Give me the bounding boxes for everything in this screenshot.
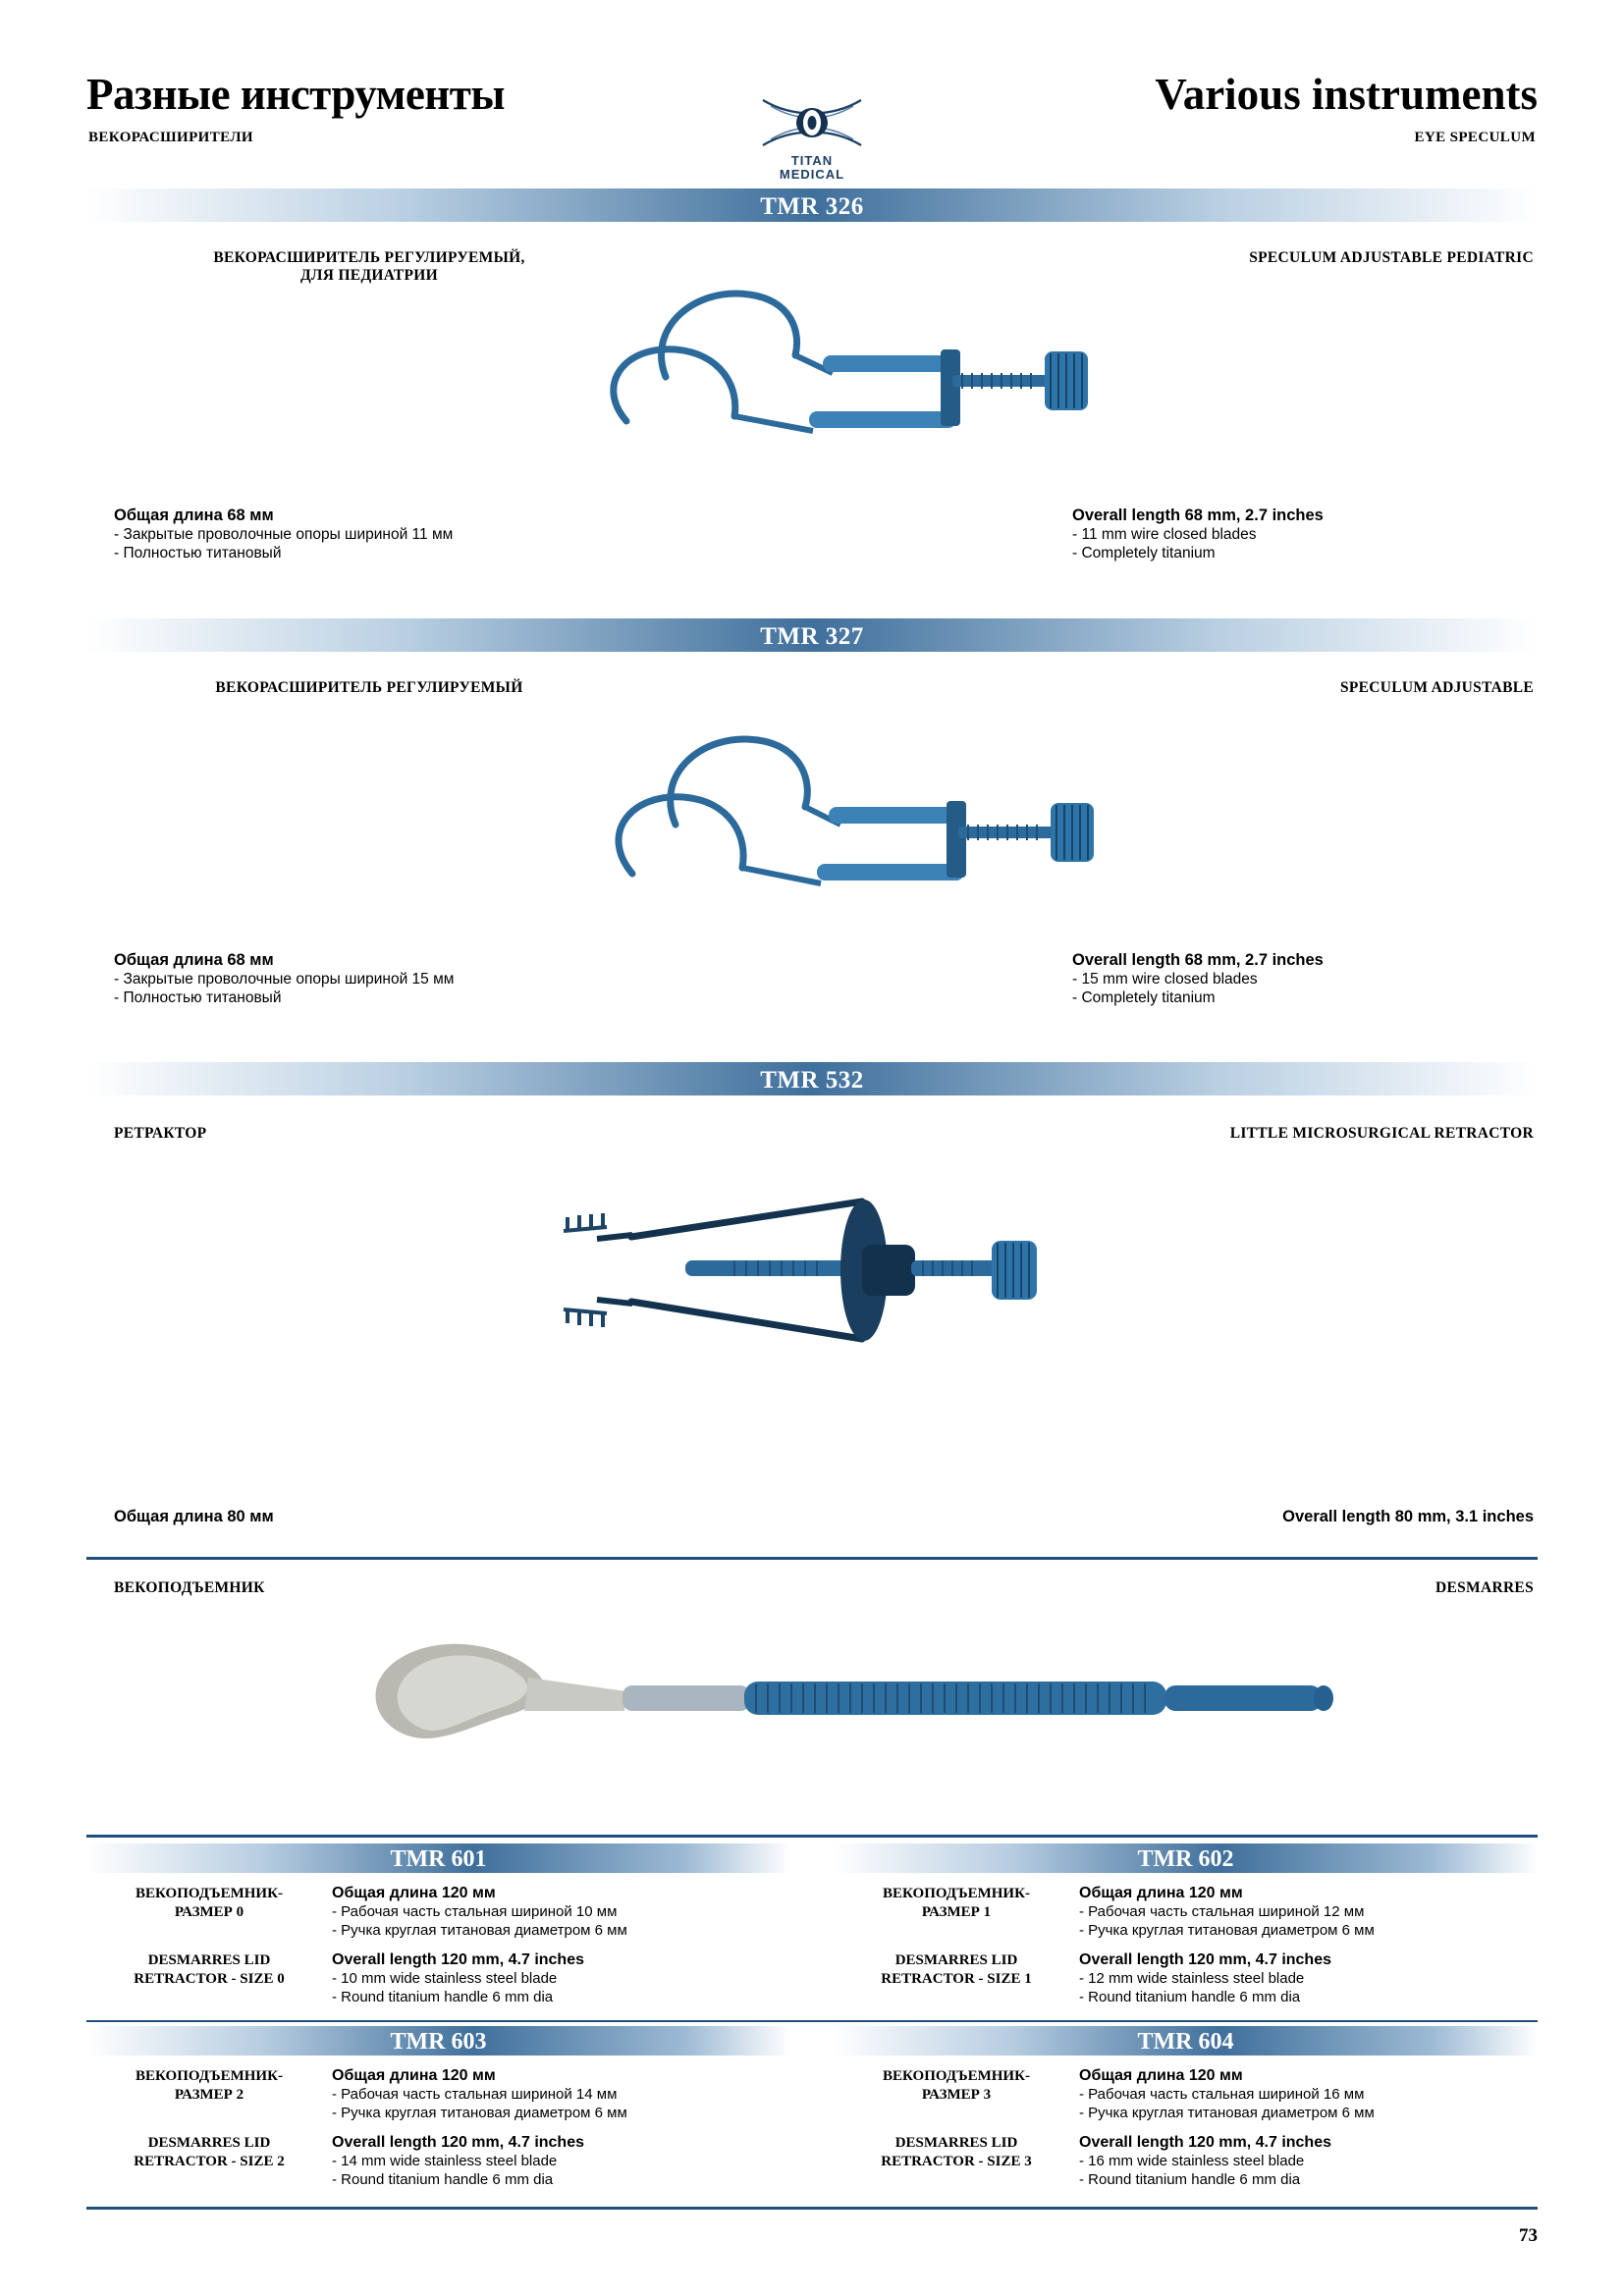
tmr603-body-en: Overall length 120 mm, 4.7 inches - 14 mm wide stainless steel blade - Round titanium handle 6 mm dia bbox=[332, 2134, 584, 2188]
divider-mid-table bbox=[86, 2020, 1538, 2022]
cell-banner-tmr604 bbox=[834, 2026, 1538, 2056]
page-title-ru: Разные инструменты bbox=[86, 70, 505, 119]
tmr604-ru-entry bbox=[834, 2067, 1538, 2122]
desmarres-name-ru: ВЕКОПОДЪЕМНИК bbox=[114, 1579, 265, 1596]
cell-banner-tmr602 bbox=[834, 1843, 1538, 1873]
tmr603-label-ru: ВЕКОПОДЪЕМНИК- РАЗМЕР 2 bbox=[135, 2068, 283, 2103]
section-code-tmr532: TMR 532 bbox=[760, 1067, 864, 1094]
tmr601-label-en: DESMARRES LID RETRACTOR - SIZE 0 bbox=[134, 1952, 285, 1987]
section-banner-tmr326 bbox=[86, 188, 1538, 222]
table-cell-tmr602 bbox=[812, 1843, 1538, 2006]
table-row-603-604 bbox=[86, 2026, 1538, 2189]
tmr532-spec-en: Overall length 80 mm, 3.1 inches bbox=[1282, 1508, 1534, 1525]
table-cell-tmr603 bbox=[86, 2026, 812, 2189]
tmr602-label-en: DESMARRES LID RETRACTOR - SIZE 1 bbox=[881, 1952, 1032, 1987]
tmr601-body-en: Overall length 120 mm, 4.7 inches - 10 mm wide stainless steel blade - Round titanium handle 6 mm dia bbox=[332, 1951, 584, 2005]
cell-code-tmr603: TMR 603 bbox=[390, 2029, 487, 2055]
page-header bbox=[86, 59, 1538, 185]
tmr327-name-en: SPECULUM ADJUSTABLE bbox=[1339, 679, 1534, 696]
page-title-en: Various instruments bbox=[1155, 70, 1538, 119]
cell-code-tmr601: TMR 601 bbox=[390, 1846, 487, 1872]
tmr603-en-entry bbox=[86, 2134, 790, 2189]
tmr326-spec-ru: Общая длина 68 мм - Закрытые проволочные опоры шириной 11 мм - Полностью титановый bbox=[114, 507, 454, 561]
instrument-image-tmr532 bbox=[538, 1174, 1147, 1400]
section-banner-tmr532 bbox=[86, 1062, 1538, 1095]
section-code-tmr327: TMR 327 bbox=[760, 623, 864, 650]
divider-bottom bbox=[86, 2207, 1538, 2210]
cell-banner-tmr603 bbox=[86, 2026, 790, 2056]
tmr604-body-ru: Общая длина 120 мм - Рабочая часть стальная шириной 16 мм - Ручка круглая титановая диаметром 6 мм bbox=[1079, 2067, 1375, 2121]
section-desmarres bbox=[86, 1560, 1538, 1835]
tmr604-label-ru: ВЕКОПОДЪЕМНИК- РАЗМЕР 3 bbox=[883, 2068, 1030, 2103]
tmr601-label-ru: ВЕКОПОДЪЕМНИК- РАЗМЕР 0 bbox=[135, 1886, 283, 1920]
tmr602-body-en: Overall length 120 mm, 4.7 inches - 12 mm wide stainless steel blade - Round titanium handle 6 mm dia bbox=[1079, 1951, 1331, 2005]
table-cell-tmr604 bbox=[812, 2026, 1538, 2189]
tmr532-spec-ru: Общая длина 80 мм bbox=[114, 1508, 274, 1525]
table-cell-tmr601 bbox=[86, 1843, 812, 2006]
tmr602-label-ru: ВЕКОПОДЪЕМНИК- РАЗМЕР 1 bbox=[883, 1886, 1030, 1920]
tmr327-name-ru: ВЕКОРАСШИРИТЕЛЬ РЕГУЛИРУЕМЫЙ bbox=[215, 679, 523, 696]
tmr601-body-ru: Общая длина 120 мм - Рабочая часть стальная шириной 10 мм - Ручка круглая титановая диаметром 6 мм bbox=[332, 1885, 627, 1939]
page-number: 73 bbox=[1519, 2225, 1538, 2246]
tmr601-ru-entry bbox=[86, 1885, 790, 1940]
cell-code-tmr602: TMR 602 bbox=[1137, 1846, 1234, 1872]
tmr604-en-entry bbox=[834, 2134, 1538, 2189]
logo-mark-icon bbox=[753, 92, 871, 153]
desmarres-name-en: DESMARRES bbox=[1435, 1579, 1534, 1596]
tmr602-ru-entry bbox=[834, 1885, 1538, 1940]
section-code-tmr326: TMR 326 bbox=[760, 193, 864, 220]
tmr532-name-ru: РЕТРАКТОР bbox=[114, 1125, 207, 1142]
instrument-image-tmr326 bbox=[538, 230, 1127, 534]
tmr604-label-en: DESMARRES LID RETRACTOR - SIZE 3 bbox=[881, 2135, 1032, 2169]
logo-text-titan: TITAN bbox=[790, 153, 834, 168]
tmr326-name-ru: ВЕКОРАСШИРИТЕЛЬ РЕГУЛИРУЕМЫЙ, ДЛЯ ПЕДИАТРИИ bbox=[213, 249, 525, 284]
tmr326-spec-en: Overall length 68 mm, 2.7 inches - 11 mm wire closed blades - Completely titanium bbox=[1072, 507, 1324, 561]
tmr326-name-en: SPECULUM ADJUSTABLE PEDIATRIC bbox=[1249, 249, 1534, 266]
section-banner-tmr327 bbox=[86, 618, 1538, 652]
section-tmr532 bbox=[86, 1095, 1538, 1557]
tmr327-spec-ru: Общая длина 68 мм - Закрытые проволочные опоры шириной 15 мм - Полностью титановый bbox=[114, 951, 455, 1006]
tmr602-body-ru: Общая длина 120 мм - Рабочая часть стальная шириной 12 мм - Ручка круглая титановая диаметром 6 мм bbox=[1079, 1885, 1375, 1939]
tmr603-body-ru: Общая длина 120 мм - Рабочая часть стальная шириной 14 мм - Ручка круглая титановая диаметром 6 мм bbox=[332, 2067, 627, 2121]
instrument-image-tmr327 bbox=[538, 677, 1127, 982]
cell-banner-tmr601 bbox=[86, 1843, 790, 1873]
page-subtitle-ru: ВЕКОРАСШИРИТЕЛИ bbox=[88, 130, 253, 145]
titan-medical-logo bbox=[733, 92, 891, 187]
tmr327-spec-en: Overall length 68 mm, 2.7 inches - 15 mm wire closed blades - Completely titanium bbox=[1072, 951, 1324, 1006]
instrument-image-desmarres bbox=[332, 1621, 1373, 1758]
tmr601-en-entry bbox=[86, 1951, 790, 2006]
table-row-601-602 bbox=[86, 1843, 1538, 2006]
logo-text-medical: MEDICAL bbox=[779, 167, 845, 182]
page-subtitle-en: EYE SPECULUM bbox=[1414, 130, 1536, 145]
tmr603-ru-entry bbox=[86, 2067, 790, 2122]
cell-code-tmr604: TMR 604 bbox=[1137, 2029, 1234, 2055]
tmr532-name-en: LITTLE MICROSURGICAL RETRACTOR bbox=[1229, 1125, 1534, 1142]
tmr603-label-en: DESMARRES LID RETRACTOR - SIZE 2 bbox=[134, 2135, 285, 2169]
divider-above-table bbox=[86, 1835, 1538, 1838]
tmr602-en-entry bbox=[834, 1951, 1538, 2006]
page-content bbox=[86, 59, 1538, 2210]
section-tmr327 bbox=[86, 652, 1538, 1058]
tmr604-body-en: Overall length 120 mm, 4.7 inches - 16 mm wide stainless steel blade - Round titanium handle 6 mm dia bbox=[1079, 2134, 1331, 2188]
section-tmr326 bbox=[86, 222, 1538, 614]
